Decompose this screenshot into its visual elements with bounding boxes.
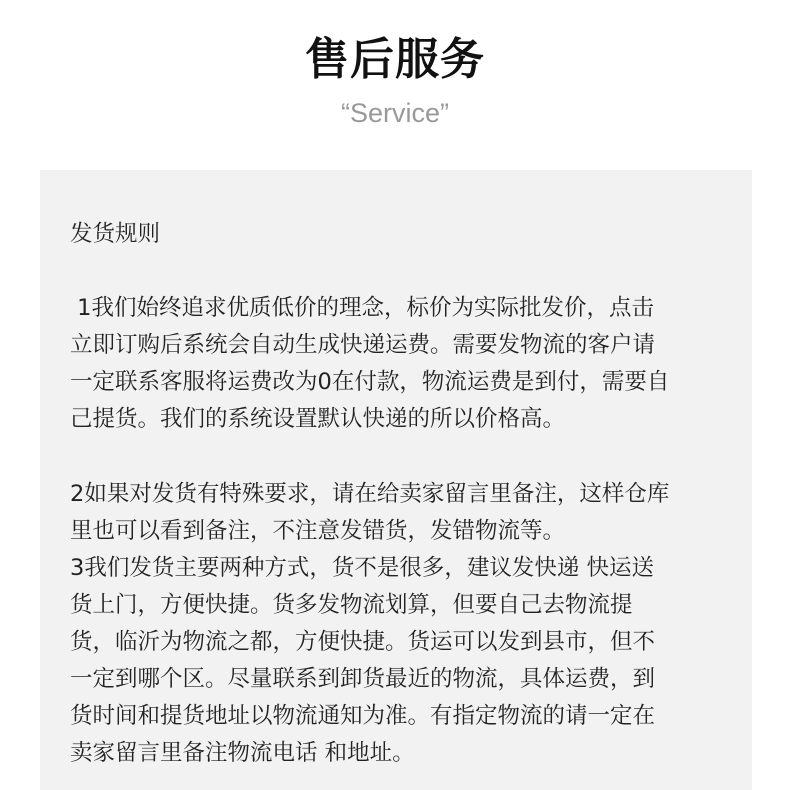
- page-subtitle: “Service”: [340, 98, 449, 128]
- rule-3-line-2: 货上门，方便快捷。货多发物流划算，但要自己去物流提: [70, 591, 633, 618]
- blank-line: [70, 253, 735, 290]
- rule-1-line-1: 1我们始终追求优质低价的理念，标价为实际批发价，点击: [70, 295, 654, 322]
- rule-1-line-3: 一定联系客服将运费改为0在付款，物流运费是到付，需要自: [70, 369, 670, 396]
- rule-1-line-4: 己提货。我们的系统设置默认快递的所以价格高。: [70, 406, 566, 433]
- rule-3-line-3: 货，临沂为物流之都，方便快捷。货运可以发到县市，但不: [70, 629, 656, 656]
- rule-3-line-4: 一定到哪个区。尽量联系到卸货最近的物流，具体运费，到: [70, 666, 656, 693]
- rule-3-line-6: 卖家留言里备注物流电话 和地址。: [70, 740, 415, 767]
- shipping-rules-text: [70, 216, 735, 772]
- section-heading: 发货规则: [70, 221, 161, 247]
- rule-2-line-2: 里也可以看到备注，不注意发错货，发错物流等。: [70, 517, 566, 544]
- rule-1-line-2: 立即订购后系统会自动生成快递运费。需要发物流的客户请: [70, 332, 656, 359]
- rule-2-line-1: 2如果对发货有特殊要求，请在给卖家留言里备注，这样仓库: [70, 480, 670, 507]
- page-title: 售后服务: [305, 34, 485, 85]
- blank-line: [70, 439, 735, 476]
- shipping-rules-panel: [40, 170, 752, 790]
- rule-3-line-1: 3我们发货主要两种方式，货不是很多，建议发快递 快运送: [70, 554, 654, 581]
- rule-3-line-5: 货时间和提货地址以物流通知为准。有指定物流的请一定在: [70, 703, 656, 730]
